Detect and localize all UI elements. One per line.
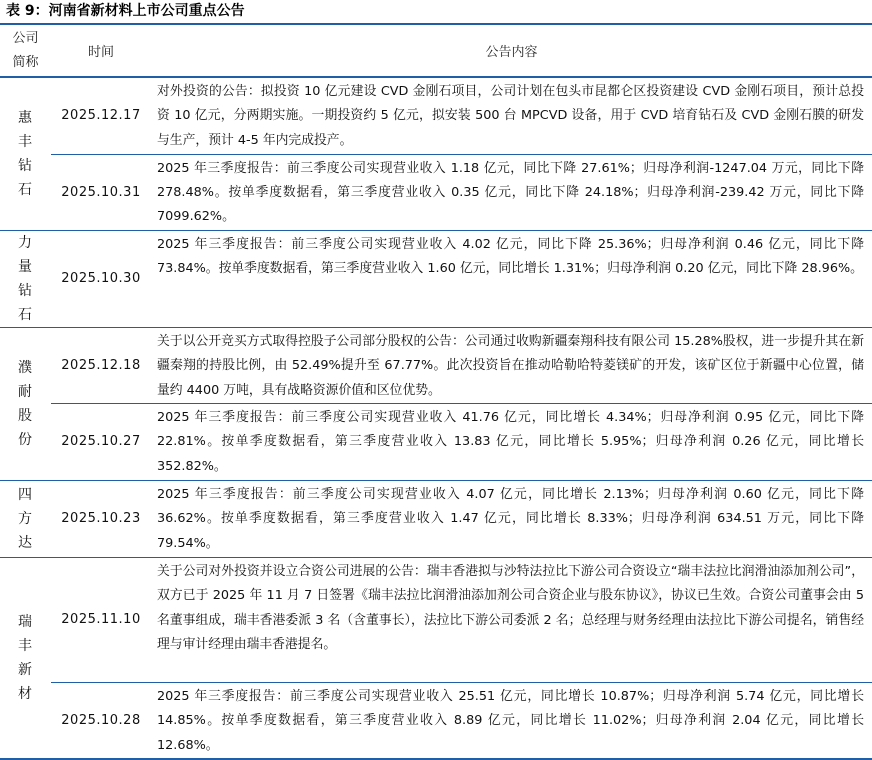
announcement-date: 2025.10.27 [51, 403, 151, 480]
company-name: 濮耐股份 [0, 327, 51, 480]
announcement-content: 对外投资的公告：拟投资 10 亿元建设 CVD 金刚石项目，公司计划在包头市昆都仑区投资建设 CVD 金刚石项目，预计总投资 10 亿元，分两期实施。一期投资约 5 亿元，拟安装 500 台 MPCVD 设备，用于 CVD 培育钻石及 CVD 金刚石膜的研发与生产，预计 4-5 年内完成投产。 [151, 77, 872, 154]
announcement-date: 2025.10.23 [51, 480, 151, 557]
table-row [0, 327, 872, 403]
announcement-date: 2025.12.18 [51, 327, 151, 403]
company-name: 四方达 [0, 480, 51, 557]
announcement-content: 2025 年三季度报告：前三季度公司实现营业收入 41.76 亿元，同比增长 4.34%；归母净利润 0.95 亿元，同比下降 22.81%。按单季度数据看，第三季度营业收入 13.83 亿元，同比增长 5.95%；归母净利润 0.26 亿元，同比增长 352.82%。 [151, 403, 872, 480]
announcement-content: 2025 年三季度报告：前三季度公司实现营业收入 1.18 亿元，同比下降 27.61%；归母净利润-1247.04 万元，同比下降 278.48%。按单季度数据看，第三季度营业收入 0.35 亿元，同比下降 24.18%；归母净利润-239.42 万元，同比下降 7099.62%。 [151, 154, 872, 230]
announcement-table [0, 23, 872, 760]
table-row [0, 682, 872, 759]
announcement-date: 2025.10.28 [51, 682, 151, 759]
table-row [0, 154, 872, 230]
header-company: 公司简称 [0, 24, 51, 77]
table-title: 表 9：河南省新材料上市公司重点公告 [6, 3, 245, 19]
table-row [0, 77, 872, 154]
announcement-content: 关于以公开竞买方式取得控股子公司部分股权的公告：公司通过收购新疆秦翔科技有限公司 15.28%股权，进一步提升其在新疆秦翔的持股比例，由 52.49%提升至 67.77%。此次投资旨在推动哈勒哈特菱镁矿的开发，该矿区位于新疆中心位置，储量约 4400 万吨，具有战略资源价值和区位优势。 [151, 327, 872, 403]
table-row [0, 480, 872, 557]
announcement-content: 2025 年三季度报告：前三季度公司实现营业收入 4.02 亿元，同比下降 25.36%；归母净利润 0.46 亿元，同比下降 73.84%。按单季度数据看，第三季度营业收入 1.60 亿元，同比增长 1.31%；归母净利润 0.20 亿元，同比下降 28.96%。 [151, 230, 872, 327]
announcement-date: 2025.10.30 [51, 230, 151, 327]
announcement-content: 关于公司对外投资并设立合资公司进展的公告：瑞丰香港拟与沙特法拉比下游公司合资设立“瑞丰法拉比润滑油添加剂公司”，双方已于 2025 年 11 月 7 日签署《瑞丰法拉比润滑油添加剂公司合资企业与股东协议》，协议已生效。合资公司董事会由 5 名董事组成，瑞丰香港委派 3 名（含董事长），法拉比下游公司委派 2 名；总经理与财务经理由法拉比下游公司提名，销售经理与审计经理由瑞丰香港提名。 [151, 557, 872, 682]
announcement-content: 2025 年三季度报告：前三季度公司实现营业收入 25.51 亿元，同比增长 10.87%；归母净利润 5.74 亿元，同比增长 14.85%。按单季度数据看，第三季度营业收入 8.89 亿元，同比增长 11.02%；归母净利润 2.04 亿元，同比增长 12.68%。 [151, 682, 872, 759]
header-time: 时间 [51, 24, 151, 77]
table-row [0, 230, 872, 327]
company-name: 力量钻石 [0, 230, 51, 327]
table-row [0, 403, 872, 480]
table-header-row [0, 24, 872, 77]
table-row [0, 557, 872, 682]
announcement-date: 2025.11.10 [51, 557, 151, 682]
company-name: 惠丰钻石 [0, 77, 51, 230]
company-name: 瑞丰新材 [0, 557, 51, 759]
announcement-date: 2025.10.31 [51, 154, 151, 230]
announcement-content: 2025 年三季度报告：前三季度公司实现营业收入 4.07 亿元，同比增长 2.13%；归母净利润 0.60 亿元，同比下降 36.62%。按单季度数据看，第三季度营业收入 1.47 亿元，同比增长 8.33%；归母净利润 634.51 万元，同比下降 79.54%。 [151, 480, 872, 557]
announcement-date: 2025.12.17 [51, 77, 151, 154]
header-content: 公告内容 [151, 24, 872, 77]
